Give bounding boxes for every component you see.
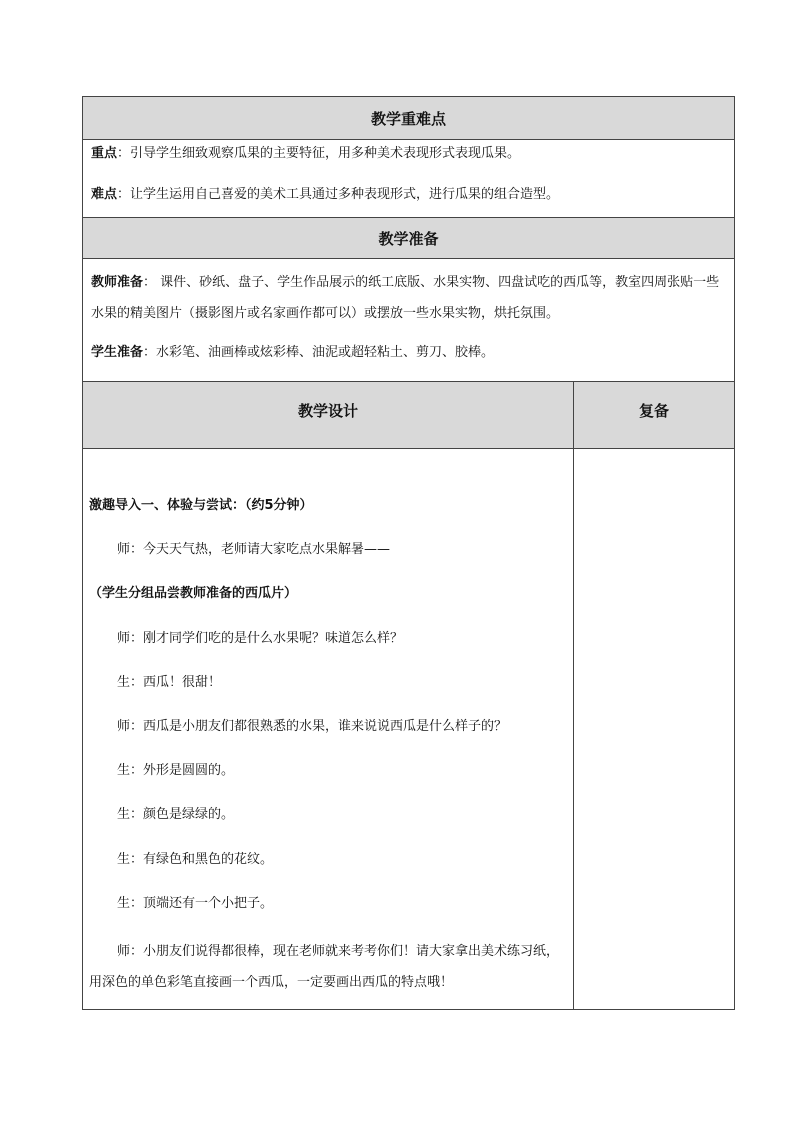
dialogue-line: 师：西瓜是小朋友们都很熟悉的水果，谁来说说西瓜是什么样子的？ — [117, 719, 508, 734]
dialogue-line: 生：外形是圆圆的。 — [117, 763, 235, 778]
teacher-prep-label: 教师准备 — [91, 275, 144, 290]
key-points-body — [83, 140, 735, 218]
focus-paragraph — [91, 144, 726, 164]
review-content — [574, 449, 735, 1010]
design-content — [83, 449, 574, 1010]
student-prep-label: 学生准备 — [91, 345, 144, 360]
review-header: 复备 — [574, 382, 735, 449]
lesson-plan-table — [82, 96, 735, 1010]
teacher-prep-text: ： 课件、砂纸、盘子、学生作品展示的纸工底版、水果实物、四盘试吃的西瓜等，教室四周张贴一些水果的精美图片（摄影图片或名家画作都可以）或摆放一些水果实物，烘托氛围。 — [91, 275, 720, 321]
focus-label: 重点 — [91, 146, 118, 161]
dialogue-line: 生：顶端还有一个小把子。 — [117, 896, 274, 911]
key-points-header: 教学重难点 — [83, 97, 735, 140]
student-prep-paragraph — [91, 343, 726, 363]
preparation-header: 教学准备 — [83, 218, 735, 259]
dialogue-line: 生：颜色是绿绿的。 — [117, 807, 235, 822]
dialogue-line: 师：刚才同学们吃的是什么水果呢？味道怎么样？ — [117, 631, 404, 646]
difficulty-paragraph — [91, 185, 726, 205]
intro-heading: 激趣导入一、体验与尝试：（约5分钟） — [89, 498, 313, 513]
focus-text: ：引导学生细致观察瓜果的主要特征，用多种美术表现形式表现瓜果。 — [117, 146, 521, 161]
difficulty-label: 难点 — [91, 187, 118, 202]
student-prep-text: ：水彩笔、油画棒或炫彩棒、油泥或超轻粘土、剪刀、胶棒。 — [143, 345, 495, 360]
design-header: 教学设计 — [83, 382, 574, 449]
dialogue-line: 生：西瓜！很甜！ — [117, 675, 222, 690]
lesson-plan-sheet — [82, 96, 734, 1010]
teacher-prep-paragraph — [91, 267, 726, 329]
dialogue-line: 生：有绿色和黑色的花纹。 — [117, 852, 274, 867]
difficulty-text: ：让学生运用自己喜爱的美术工具通过多种表现形式，进行瓜果的组合造型。 — [117, 187, 560, 202]
dialogue-line: 师：小朋友们说得都很棒，现在老师就来考考你们！请大家拿出美术练习纸，用深色的单色彩笔直接画一个西瓜，一定要画出西瓜的特点哦！ — [89, 944, 560, 990]
preparation-body — [83, 259, 735, 382]
dialogue-line: 师：今天天气热，老师请大家吃点水果解暑—— — [117, 542, 391, 557]
activity-note: （学生分组品尝教师准备的西瓜片） — [89, 586, 298, 601]
